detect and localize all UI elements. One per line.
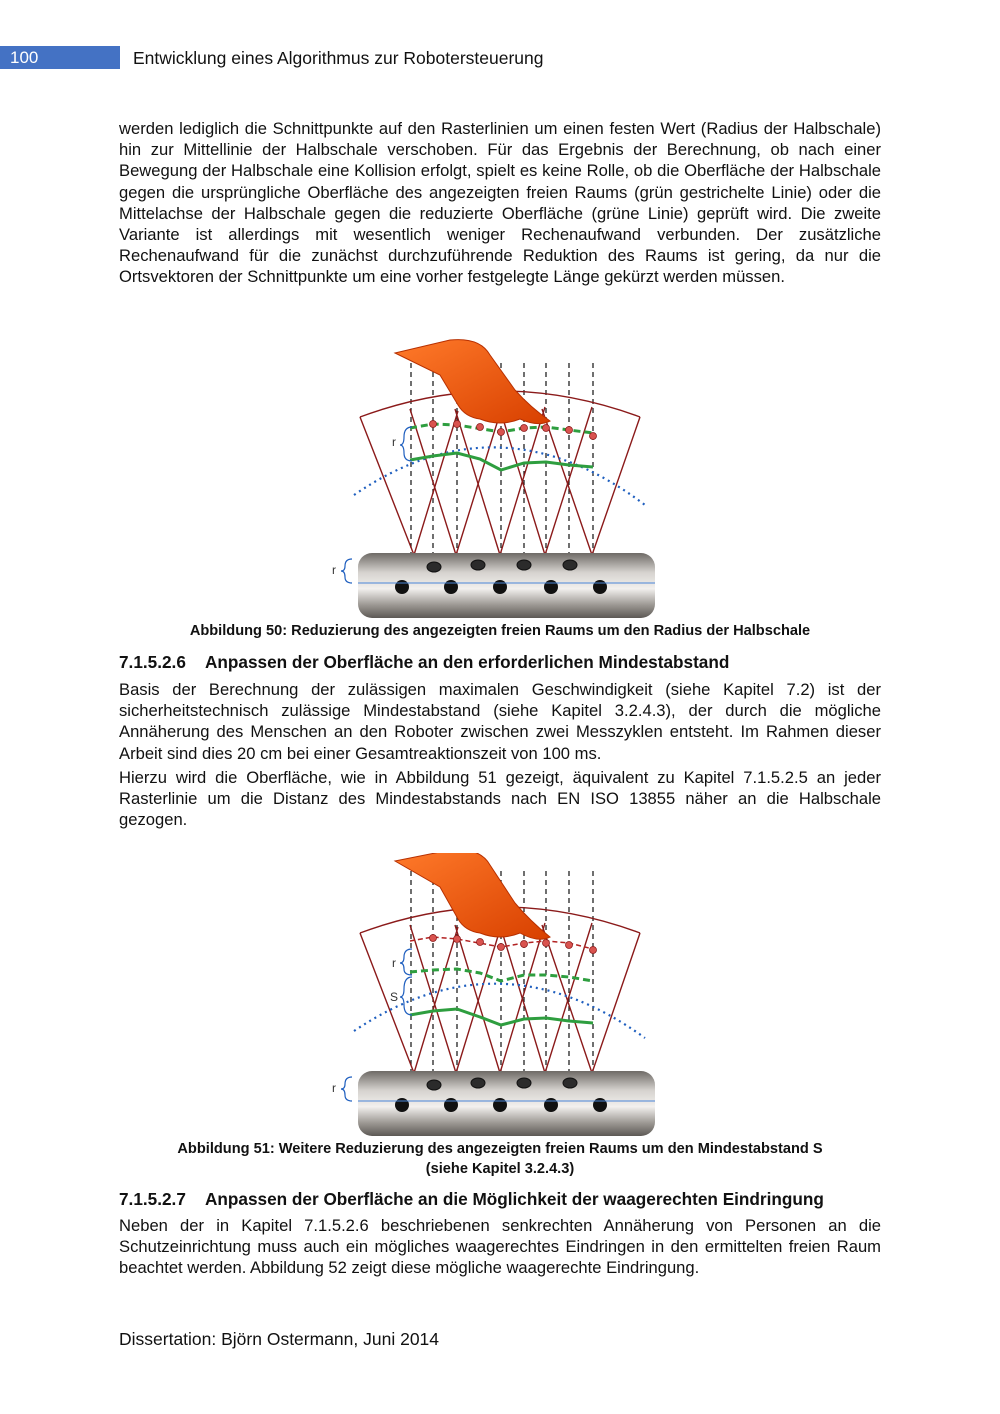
hand-icon — [395, 340, 550, 424]
paragraph-intro: werden lediglich die Schnittpunkte auf den Rasterlinien um einen festen Wert (Radius der Halbschale) hin zur Mittellinie der Halbschale verschoben. Für das Ergebnis der Berechnung, ob nach einer Bewegung der Halbschale eine Kollision erfolgt, spielt es keine Rolle, ob die Oberfläche der Halbschale gegen die ursprüngliche Oberfläche des angezeigten freien Raums (grün gestrichelte Linie) oder die Mittelachse der Halbschale gegen die reduzierte Oberfläche (grüne Linie) geprüft wird. Die zweite Variante ist allerdings mit wesentlich weniger Rechenaufwand verbunden. Der zusätzliche Rechenaufwand für die zunächst durchzuführende Reduktion des Raums ist gering, da nur die Ortsvektoren der Schnittpunkte um eine vorher festgelegte Länge gekürzt werden müssen. — [119, 119, 881, 287]
figure-51-diagram — [330, 853, 670, 1138]
radius-label-top: r — [392, 435, 396, 449]
figure-50-diagram — [330, 335, 670, 620]
hand-icon — [395, 853, 550, 939]
section-title: Anpassen der Oberfläche an die Möglichkeit der waagerechten Eindringung — [205, 1189, 824, 1209]
figure-51-caption-line1: Abbildung 51: Weitere Reduzierung des angezeigten freien Raums um den Mindestabstand S — [177, 1141, 823, 1157]
distance-label-s: S — [390, 990, 399, 1004]
section-heading-71527 — [119, 1188, 889, 1210]
radius-label-bottom: r — [332, 1081, 336, 1095]
figure-51-caption-line2: (siehe Kapitel 3.2.4.3) — [425, 1161, 575, 1177]
robot-outline-dotted — [354, 447, 645, 505]
radius-label-bottom: r — [332, 563, 336, 577]
section-title: Anpassen der Oberfläche an den erforderlichen Mindestabstand — [205, 652, 730, 672]
section-number: 7.1.5.2.7 — [119, 1189, 186, 1209]
paragraph-basis: Basis der Berechnung der zulässigen maximalen Geschwindigkeit (siehe Kapitel 7.2) ist der sicherheitstechnisch zulässige Mindestabstand (siehe Kapitel 3.2.4.3), der durch die mögliche Annäherung des Menschen an den Roboter zwischen zwei Messzyklen entsteht. Im Rahmen dieser Arbeit sind dies 20 cm bei einer Gesamtreaktionszeit von 100 ms. — [119, 680, 881, 763]
section-number: 7.1.5.2.6 — [119, 652, 186, 672]
figure-50-caption: Abbildung 50: Reduzierung des angezeigten freien Raums um den Radius der Halbschale — [189, 623, 811, 639]
page-footer: Dissertation: Björn Ostermann, Juni 2014 — [119, 1329, 440, 1349]
running-header: Entwicklung eines Algorithmus zur Robotersteuerung — [133, 48, 544, 68]
page-number: 100 — [0, 46, 120, 69]
section-heading-71526 — [119, 651, 889, 673]
radius-label-top: r — [392, 956, 396, 970]
intersection-points — [430, 935, 597, 954]
paragraph-neben: Neben der in Kapitel 7.1.5.2.6 beschriebenen senkrechten Annäherung von Personen an die Schutzeinrichtung muss auch ein mögliches waagerechtes Eindringen in den ermittelten freien Raum beachtet werden. Abbildung 52 zeigt diese mögliche waagerechte Eindringung. — [119, 1216, 881, 1278]
paragraph-hierzu: Hierzu wird die Oberfläche, wie in Abbildung 51 gezeigt, äquivalent zu Kapitel 7.1.5.2.5 an jeder Rasterlinie um die Distanz des Mindestabstands nach EN ISO 13855 näher an die Halbschale gezogen. — [119, 768, 881, 830]
